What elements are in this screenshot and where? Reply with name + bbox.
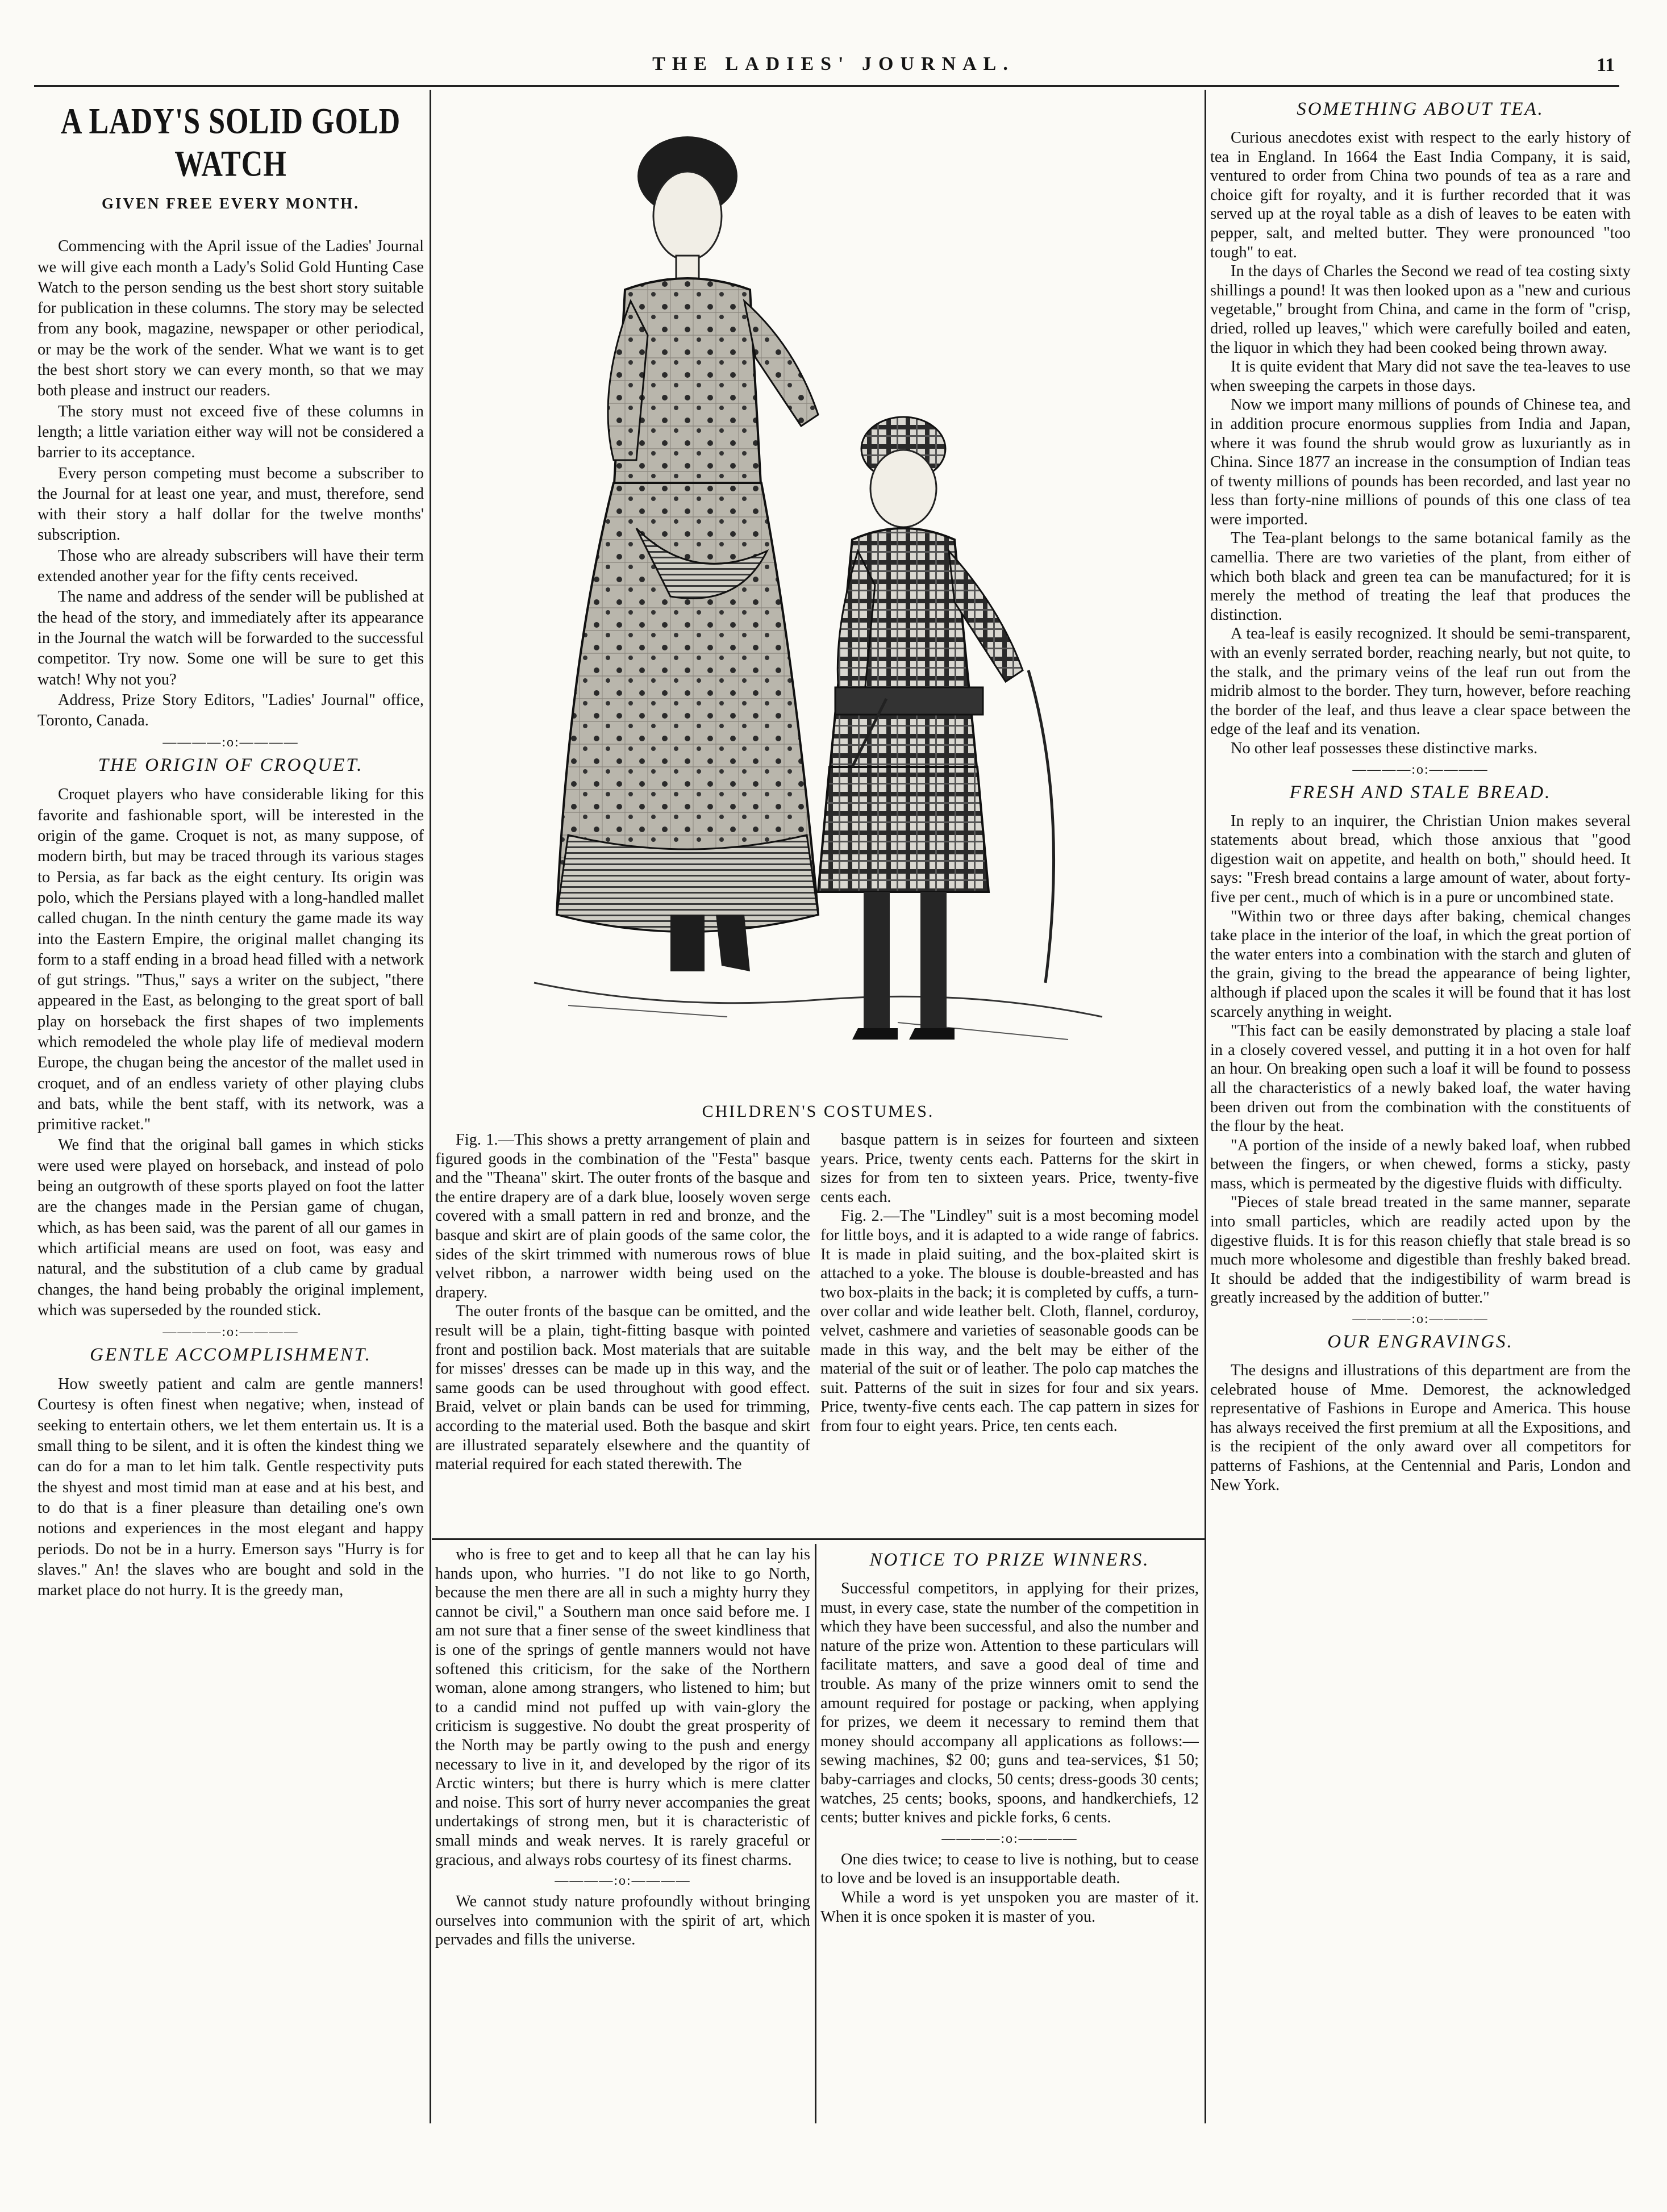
- croquet-paragraph: We find that the original ball games in which sticks were used were played on horseback, and instead of polo being an outgrowth of these sports played on foot the latter are the changes made in the Persian game of chugan, which, as has been said, was the parent of all our games in which artificial means are used on foot, was easy and natural, and the substitution of a club came by gradual changes, the hand being probably the original implement, which was superseded by the rounded stick.: [37, 1136, 424, 1319]
- watch-paragraph: Every person competing must become a subscriber to the Journal for at least one year, and must, therefore, send with their story a half dollar for the twelve months' subscription.: [37, 464, 424, 544]
- watch-paragraph: The name and address of the sender will be published at the head of the story, and immediately after its appearance in the Journal the watch will be forwarded to the successful competitor. Try now. Some one will be sure to get this watch! Why not you?: [37, 588, 424, 688]
- separator: ————:o:————: [162, 1325, 299, 1340]
- costumes-paragraph: Fig. 1.—This shows a pretty arrangement of plain and figured goods in the combination of the "Festa" basque and the "Theana" skirt. The outer fronts of the basque and the entire drapery are of a dark blue, loosely woven serge covered with a small pattern in red and bronze, and the basque and skirt are of plain goods of the same color, the sides of the skirt trimmed with numerous rows of blue velvet ribbon, a narrower width being used on the drapery.: [435, 1131, 810, 1301]
- page-number: 11: [1597, 55, 1615, 76]
- tea-paragraph: It is quite evident that Mary did not save the tea-leaves to use when sweeping the carpets in those days.: [1210, 358, 1631, 395]
- left-column: [37, 95, 424, 2118]
- separator: ————:o:————: [162, 735, 299, 750]
- separator: ————:o:————: [1352, 762, 1489, 777]
- tea-paragraph: A tea-leaf is easily recognized. It should be semi-transparent, with an evenly serrated border, reaching nearly, but not quite, to the stalk, and the primary veins of the leaf run out from the midrib almost to the border. They turn, however, before reaching the border of the leaf, and thus leave a clear space between the edge of the leaf and its venation.: [1210, 625, 1631, 738]
- top-rule: [34, 85, 1619, 87]
- engravings-paragraph: The designs and illustrations of this department are from the celebrated house of Mme. Demorest, the acknowledged representative of Fashions in Europe and America. This house has always received the first premium at all the Expositions, and is the recipient of the only award over all competitors for patterns of Fashions, at the Centennial and Paris, London and New York.: [1210, 1362, 1631, 1494]
- watch-paragraph: Address, Prize Story Editors, "Ladies' Journal" office, Toronto, Canada.: [37, 691, 424, 730]
- prize-paragraph: Successful competitors, in applying for their prizes, must, in every case, state the number of the competition in which they have been successful, and also the number and nature of the prize won. Attention to these particulars will facilitate matters, and save a good deal of time and trouble. As many of the prize winners omit to send the amount required for postage or packing, when applying for prizes, we deem it necessary to remind them that money should accompany all applications as follows:—sewing machines, $2 00; guns and tea-services, $1 50; baby-carriages and clocks, 50 cents; dress-goods 30 cents; watches, 25 cents; books, spoons, and handkerchiefs, 12 cents; butter knives and pickle forks, 6 cents.: [820, 1580, 1199, 1827]
- tea-title: SOMETHING ABOUT TEA.: [1297, 99, 1544, 119]
- costumes-left-column: [435, 1130, 810, 1539]
- column-rule-left: [430, 90, 431, 2123]
- right-column: [1210, 94, 1631, 2122]
- fashion-illustration: [500, 97, 1136, 1096]
- masthead: THE LADIES' JOURNAL.: [652, 53, 1015, 74]
- watch-paragraph: Commencing with the April issue of the Ladies' Journal we will give each month a Lady's Solid Gold Hunting Case Watch to the person sending us the best short story suitable for publication in these columns. The story may be selected from any book, magazine, newspaper or other periodical, or may be the work of the sender. What we want is to get the best short story we can every month, so that we may both please and instruct our readers.: [37, 237, 424, 400]
- gentle-paragraph: How sweetly patient and calm are gentle manners! Courtesy is often finest when negative; when, instead of seeking to entertain others, we let them entertain us. It is a small thing to be silent, and it is often the kindest thing we can do for a man to let him talk. Gentle respectivity puts the shyest and most timid man at ease and at his best, and to do that is a finer pleasure than detailing one's own notions and experiences in the most elegant and happy periods. Do not be in a hurry. Emerson says "Hurry is for slaves." An! the slaves who are bought and sold in the market place do not hurry. It is the greedy man,: [37, 1375, 424, 1600]
- bread-paragraph: "Within two or three days after baking, chemical changes take place in the interior of the loaf, in which the great portion of the water enters into a combination with the starch and gluten of the grain, giving to the bread the appearance of being lighter, although if placed upon the scales it will be found that it has lost scarcely anything in weight.: [1210, 907, 1631, 1021]
- gentle-title: GENTLE ACCOMPLISHMENT.: [90, 1345, 372, 1366]
- engravings-title: OUR ENGRAVINGS.: [1327, 1332, 1514, 1353]
- watch-subtitle: GIVEN FREE EVERY MONTH.: [101, 195, 360, 212]
- watch-paragraph: The story must not exceed five of these columns in length; a little variation either way will not be considered a barrier to its acceptance.: [37, 402, 424, 462]
- croquet-paragraph: Croquet players who have considerable liking for this favorite and fashionable sport, will be interested in the origin of the game. Croquet is not, as many suppose, of modern birth, but may be traced through its various stages to Persia, as far back as the eight century. Its origin was polo, which the Persians played with a long-handled mallet called chugan. In the ninth century the game made its way into the Eastern Empire, the original mallet changing its form to a staff ending in a broad head filled with a network of gut strings. "Thus," says a writer on the subject, "there appeared in the East, as belonging to the great sport of ball play on horseback the first shapes of two implements which remodeled the whole play life of medieval modern Europe, the chugan being the ancestor of the mallet used in croquet, and of an endless variety of other playing clubs and bats, while the bent staff, with its network, was a primitive racket.": [37, 786, 424, 1134]
- costumes-paragraph: Fig. 2.—The "Lindley" suit is a most becoming model for little boys, and it is adapted to a wide range of fabrics. It is made in plaid suiting, and the box-plaited skirt is attached to a yoke. The blouse is double-breasted and has two box-plaits in the back; it is completed by cuffs, a turn-over collar and wide leather belt. Cloth, flannel, corduroy, velvet, cashmere and varieties of seasonable goods can be made in this way, and the belt may be either of the material of the suit or of leather. The polo cap matches the suit. Patterns of the suit in sizes for four and six years. Price, twenty-five cents each. The cap pattern in sizes for from four to eight years. Price, ten cents each.: [820, 1207, 1199, 1435]
- hurry-paragraph: who is free to get and to keep all that he can lay his hands upon, who hurries. "I do not like to go North, because the men there are all in such a mighty hurry they cannot be civil," a Southern man once said before me. I am not sure that a finer sense of the sweet kindliness that is one of the springs of gentle manners would not have softened this criticism, for the sake of the Northern woman, alone among strangers, who listened to him; but to a candid mind not puffed up with vain-glory the criticism is suggestive. No doubt the great prosperity of the North may be partly owing to the push and energy necessary to live in it, and developed by the rigor of its Arctic winters; but there is hurry which is mere clatter and noise. This sort of hurry never accompanies the great undertakings of strong men, but it is characteristic of small minds and weak nerves. It is rarely graceful or gracious, and always robs courtesy of its finest charms.: [435, 1546, 810, 1869]
- bread-title: FRESH AND STALE BREAD.: [1289, 782, 1552, 803]
- hurry-column: [435, 1545, 810, 2125]
- column-rule-middle: [815, 1544, 816, 2123]
- prize-title: NOTICE TO PRIZE WINNERS.: [869, 1550, 1150, 1570]
- tea-paragraph: No other leaf possesses these distinctive marks.: [1231, 740, 1538, 757]
- separator: ————:o:————: [555, 1873, 691, 1889]
- tea-paragraph: Curious anecdotes exist with respect to the early history of tea in England. In 1664 the East India Company, it is said, ventured to order from China two pounds of tea as a rare and choice gift for royalty, and it is further recorded that it was served up at the royal table as a dish of leaves to be eaten with pepper, salt, and melted butter. They were pronounced "too tough" to eat.: [1210, 129, 1631, 261]
- dies-paragraph: One dies twice; to cease to live is nothing, but to cease to love and be loved is an insupportable death.: [820, 1850, 1199, 1888]
- bread-paragraph: In reply to an inquirer, the Christian Union makes several statements about bread, which those anxious that "good digestion wait on appetite, and health on both," should heed. It says: "Fresh bread contains a large amount of water, about forty-five per cent., much of which is in a pure or uncombined state.: [1210, 812, 1631, 906]
- children-costumes-engraving: [500, 97, 1136, 1096]
- bread-paragraph: "A portion of the inside of a newly baked loaf, when rubbed between the fingers, or when chewed, forms a sticky, pasty mass, which is permeated by the digestive fluids with difficulty.: [1210, 1136, 1631, 1192]
- illustration-caption: CHILDREN'S COSTUMES.: [702, 1102, 935, 1121]
- separator: ————:o:————: [941, 1831, 1078, 1846]
- costumes-right-column: [820, 1130, 1199, 1539]
- tea-paragraph: The Tea-plant belongs to the same botanical family as the camellia. There are two varieties of the plant, from either of which both black and green tea can be manufactured; for it is merely the method of treating the leaf that produces the distinction.: [1210, 529, 1631, 624]
- tea-paragraph: Now we import many millions of pounds of Chinese tea, and in addition procure enormous supplies from India and Japan, where it was found the shrub would grow as luxuriantly as in China. Since 1877 an increase in the consumption of Indian teas of twenty millions of pounds has been recorded, and last year no less than forty-nine millions of pounds of this one class of tea were imported.: [1210, 396, 1631, 528]
- costumes-paragraph: The outer fronts of the basque can be omitted, and the result will be a plain, tight-fitting basque with pointed front and postilion back. Most materials that are suitable for misses' dresses can be made up in this way, and the same goods can be used throughout with good effect. Braid, velvet or plain bands can be used for trimming, according to the material used. Both the basque and skirt are illustrated separately elsewhere and the quantity of material required for each stated therewith. The: [435, 1303, 810, 1474]
- croquet-title: THE ORIGIN OF CROQUET.: [98, 755, 364, 776]
- bread-paragraph: "Pieces of stale bread treated in the same manner, separate into small particles, which are readily acted upon by the digestive fluids. It is for this reason chiefly that stale bread is so much more wholesome and digestible than freshly baked bread. It should be added that the indigestibility of warm bread is greatly increased by the addition of butter.": [1210, 1193, 1631, 1307]
- word-paragraph: While a word is yet unspoken you are master of it. When it is once spoken it is master of you.: [820, 1888, 1199, 1926]
- watch-paragraph: Those who are already subscribers will have their term extended another year for the fifty cents received.: [37, 546, 424, 586]
- separator: ————:o:————: [1352, 1312, 1489, 1327]
- costumes-paragraph: basque pattern is in seizes for fourteen and sixteen years. Price, twenty cents each. Patterns for the skirt in sizes for from ten to sixteen years. Price, twenty-five cents each.: [820, 1131, 1199, 1206]
- tea-paragraph: In the days of Charles the Second we read of tea costing sixty shillings a pound! It was then looked upon as a "new and curious vegetable," brought from China, and came in the form of "crisp, dried, rolled up leaves," which were carefully boiled and eaten, the liquor in which they had been cooked being thrown away.: [1210, 262, 1631, 357]
- bread-paragraph: "This fact can be easily demonstrated by placing a stale loaf in a closely covered vessel, and putting it in a hot oven for half an hour. On breaking open such a loaf it will be found to possess all the characteristics of a newly baked loaf, the water having been driven out from the combination with the constituents of the flour by the heat.: [1210, 1022, 1631, 1136]
- nature-paragraph: We cannot study nature profoundly without bringing ourselves into communion with the spirit of art, which pervades and fills the universe.: [435, 1893, 810, 1949]
- column-rule-right: [1205, 90, 1206, 2123]
- watch-title: A LADY'S SOLID GOLD WATCH: [60, 101, 401, 185]
- prize-column: [820, 1545, 1199, 2125]
